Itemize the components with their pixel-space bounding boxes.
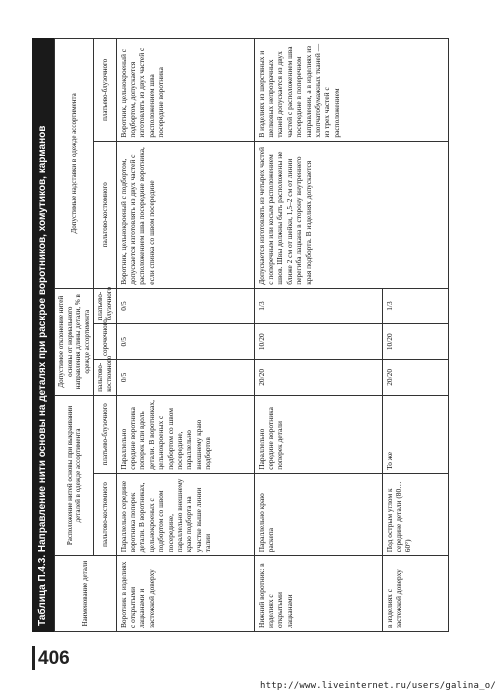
subheader: платьево-блузочного	[94, 288, 116, 324]
table-caption: Таблица П.4.3. Направление нити основы на деталях при раскрое воротников, хомутиков, карманов	[32, 38, 54, 632]
table-cell: Параллельно краю раскепа	[254, 473, 382, 555]
subheader: пальтово-костюмного	[94, 141, 116, 288]
table-cell: 0/5	[116, 288, 254, 324]
table-cell: Параллельно середине воротника поперек или вдоль детали. В воротниках, цельнокроеных с подбортом со швом посередине, параллельно внешнему краю подбортов	[116, 395, 254, 473]
rotated-table-page	[32, 38, 480, 632]
table-cell: 1/3	[254, 288, 382, 324]
subheader: платьево-блузочного	[94, 395, 116, 473]
subheader-row	[94, 39, 116, 632]
row-name-cell: Воротник в изделиях с открытыми лацканами и застежкой доверху	[116, 556, 254, 632]
header-name: Наименование детали	[55, 556, 117, 632]
table-cell: 10/20	[254, 324, 382, 360]
table-cell: То же	[382, 395, 448, 473]
table-cell: Параллельно середине воротника поперек детали	[254, 395, 382, 473]
table-cell: Воротник, цельнокроеный с подбортом, допускается изготовлять из двух частей с расположением шва посередине воротника, если спинка со швом посередине	[116, 141, 254, 288]
page-number-bar	[32, 646, 35, 670]
table-cell: Воротник, цельнокроеный с подбортом, допускается изготовлять из двух частей с расположением шва посередине воротника	[116, 39, 254, 142]
subheader: сорочечного	[94, 324, 116, 360]
table-cell: 0/5	[116, 360, 254, 396]
row-name-cell: Нижний воротник: в изделиях с открытыми лацканами	[254, 556, 382, 632]
table-cell: 10/20	[382, 324, 448, 360]
source-url: http://www.liveinternet.ru/users/galina_o/	[260, 681, 496, 691]
header-grain-direction: Расположение нитей основы при выкраивании деталей в одежде ассортимента	[55, 395, 94, 556]
table-cell: 20/20	[254, 360, 382, 396]
row-name-cell: в изделиях с застежкой доверху	[382, 556, 448, 632]
page-number: 406	[38, 648, 70, 669]
header-cuts: Допустимые надставки в одежде ассортимента	[55, 39, 94, 289]
grain-direction-table	[54, 38, 449, 632]
table-cell: 20/20	[382, 360, 448, 396]
table-cell: 0/5	[116, 324, 254, 360]
table-cell: В изделиях из шерстяных и шелковых непрозрачных тканей допускается из двух частей с расположением шва посередине в поперечном направлении, а в изделиях из хлопчатобумажных тканей — из трех частей с расположением	[254, 39, 448, 142]
table-row	[254, 39, 382, 632]
subheader: пальтово-костюмного	[94, 473, 116, 555]
table-cell: Параллельно середине воротника поперек детали. В воротниках, цельнокроеных с подбортом со швом посередине, параллельно внешнему краю подборта на участке выше линии талии	[116, 473, 254, 555]
subheader: пальтово-костюмного	[94, 360, 116, 396]
header-deviation: Допустимое отклонение нитей основы от нормального направления длины детали, % в одежде ассортимента	[55, 288, 94, 395]
table-cell: Под острым углом к середине детали (80…60°)	[382, 473, 448, 555]
table-cell: 1/3	[382, 288, 448, 324]
table-row	[116, 39, 254, 632]
header-row	[55, 39, 94, 632]
subheader: платьево-блузочного	[94, 39, 116, 142]
table-cell: Допускается изготовлять из четырех частей с поперечным или косым расположением швов. Швы должны быть расположены не ближе 2 см от шейки, 1,5–2 см от линии перегиба лацкана в сторону внутреннего края подборта. В изделиях допускается	[254, 141, 448, 288]
